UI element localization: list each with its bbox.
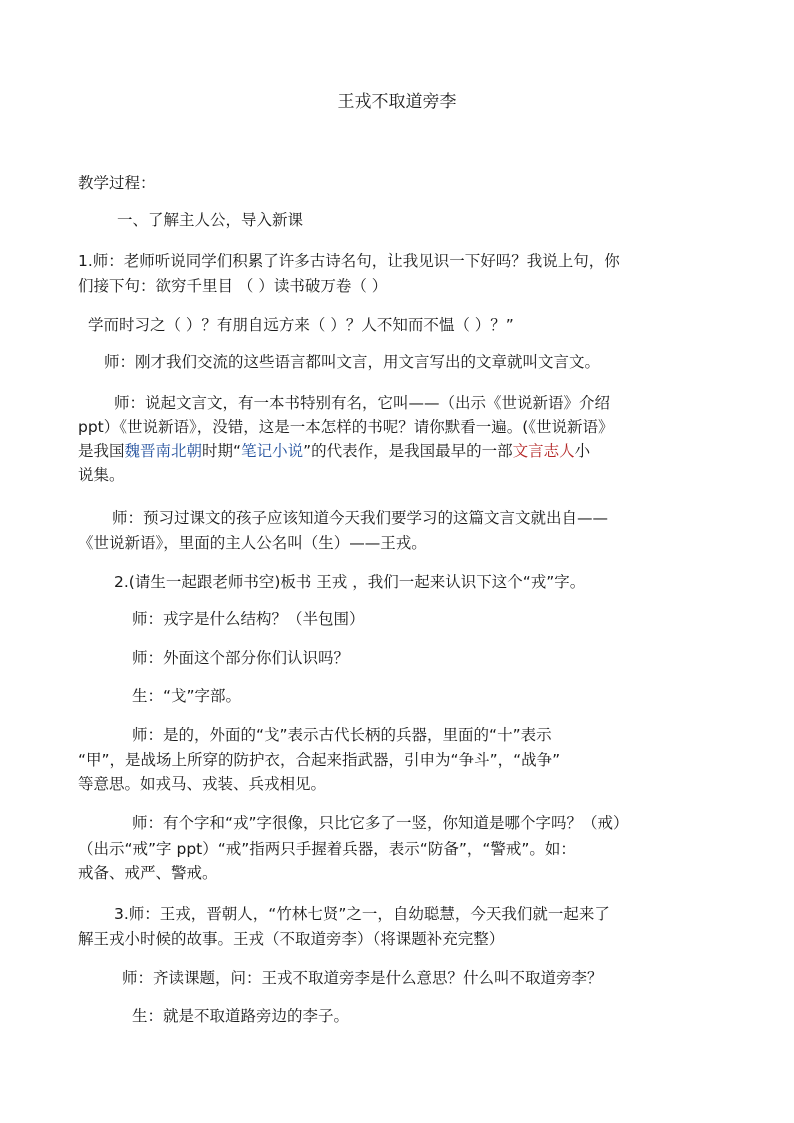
paragraph-6: 师：戎字是什么结构？（半包围） [132, 610, 365, 628]
text-run-genre: 笔记小说 [241, 442, 304, 460]
paragraph-4-line-1: 师：预习过课文的孩子应该知道今天我们要学习的这篇文言文就出自—— [112, 509, 609, 527]
paragraph-9-line-2: “甲”，是战场上所穿的防护衣，合起来指武器，引申为“争斗”，“战争” [78, 751, 561, 769]
paragraph-5: 2.(请生一起跟老师书空)板书 王戎 ，我们一起来认识下这个“戎”字。 [114, 573, 586, 591]
text-run-dynasty: 魏晋南北朝 [124, 442, 203, 460]
paragraph-10-line-3: 戒备、戒严、警戒。 [78, 864, 218, 882]
text-run: 是我国 [78, 442, 125, 460]
paragraph-3-line-1: 师：说起文言文，有一本书特别有名，它叫——（出示《世说新语》介绍 [114, 394, 611, 412]
paragraph-12: 师：齐读课题，问：王戎不取道旁李是什么意思？什么叫不取道旁李？ [122, 969, 603, 987]
paragraph-11-line-1: 3.师：王戎，晋朝人，“竹林七贤”之一，自幼聪慧，今天我们就一起来了 [114, 905, 610, 923]
paragraph-2: 师：刚才我们交流的这些语言都叫文言，用文言写出的文章就叫文言文。 [104, 353, 601, 371]
text-run-category: 文言志人 [512, 442, 575, 460]
paragraph-1-line-3: 学而时习之（ ）？有朋自远方来（ ）？人不知而不愠（ ）？” [88, 316, 514, 334]
paragraph-10-line-1: 师：有个字和“戎”字很像，只比它多了一竖，你知道是哪个字吗？（戒） [132, 814, 629, 832]
paragraph-3-line-4: 说集。 [78, 466, 125, 484]
paragraph-9-line-3: 等意思。如戎马、戎装、兵戎相见。 [78, 775, 327, 793]
paragraph-13: 生：就是不取道路旁边的李子。 [132, 1007, 350, 1025]
page-title: 王戎不取道旁李 [337, 92, 457, 112]
text-run: 小 [574, 442, 591, 460]
paragraph-10-line-2: （出示“戒”字 ppt）“戒”指两只手握着兵器，表示“防备”，“警戒”。如： [78, 840, 576, 858]
paragraph-1-line-1: 1.师：老师听说同学们积累了许多古诗名句，让我见识一下好吗？我说上句，你 [78, 252, 620, 270]
paragraph-8: 生：“戈”字部。 [132, 687, 242, 705]
paragraph-3-line-3 [78, 441, 590, 461]
section-label: 教学过程： [78, 174, 156, 192]
paragraph-1-line-2: 们接下句：欲穷千里目 （ ）读书破万卷（ ） [78, 277, 388, 295]
paragraph-9-line-1: 师：是的，外面的“戈”表示古代长柄的兵器，里面的“十”表示 [132, 726, 552, 744]
paragraph-4-line-2: 《世说新语》，里面的主人公名叫（生）——王戎。 [78, 534, 427, 552]
paragraph-11-line-2: 解王戎小时候的故事。王戎（不取道旁李）（将课题补充完整） [78, 930, 505, 948]
paragraph-7: 师：外面这个部分你们认识吗？ [132, 649, 350, 667]
text-run: ”的代表作，是我国最早的一部 [303, 442, 513, 460]
text-run: 时期“ [202, 442, 242, 460]
heading-intro: 一、了解主人公，导入新课 [117, 211, 304, 229]
paragraph-3-line-2: ppt）《世说新语》，没错，这是一本怎样的书呢？请你默看一遍。(《世说新语》 [78, 418, 614, 436]
